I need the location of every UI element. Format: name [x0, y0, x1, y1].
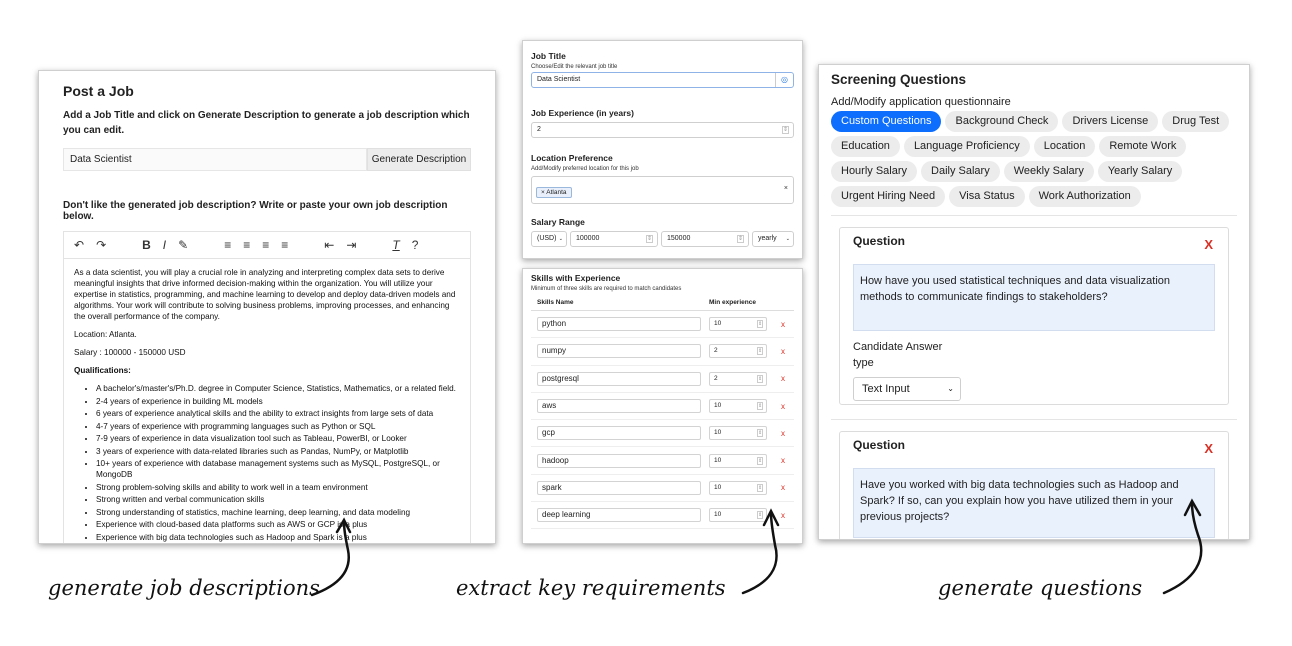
list-item: • A bachelor's/master's/Ph.D. degree in Computer Science, Statistics, Mathematics, or a related field. [96, 383, 460, 394]
skill-name-input[interactable]: deep learning [537, 508, 701, 522]
skills-hint: Minimum of three skills are required to match candidates [531, 286, 682, 292]
caption-generate-questions: generate questions [938, 576, 1143, 600]
caption-generate-descriptions: generate job descriptions [48, 576, 320, 600]
outdent-icon[interactable]: ⇤ [324, 238, 335, 252]
stepper-icon[interactable]: ⇕ [758, 430, 763, 437]
tag-language-proficiency[interactable]: Language Proficiency [904, 136, 1030, 157]
skills-panel [522, 268, 803, 544]
redo-icon[interactable]: ↷ [96, 238, 107, 252]
skill-exp-value: 10 [714, 511, 722, 519]
location-label: Location Preference [531, 153, 613, 163]
list-item: • 2-4 years of experience in building ML models [96, 396, 460, 407]
list-item: • Strong understanding of statistics, machine learning, deep learning, and data modeling [96, 507, 460, 518]
qualifications-heading: Qualifications: [74, 366, 131, 375]
skill-name-input[interactable]: numpy [537, 344, 701, 358]
clear-icon[interactable]: × [783, 185, 788, 192]
skill-exp-input[interactable] [709, 317, 767, 331]
delete-icon[interactable]: x [781, 510, 785, 520]
skill-name-input[interactable]: spark [537, 481, 701, 495]
chevron-down-icon: ⌄ [785, 236, 790, 242]
delete-question-icon[interactable]: X [1204, 237, 1213, 252]
post-job-title: Post a Job [63, 83, 134, 99]
editor-body[interactable] [64, 259, 470, 543]
chevron-down-icon: ⌄ [947, 384, 954, 393]
salary-max-value: 150000 [667, 235, 691, 242]
tag-hourly-salary[interactable]: Hourly Salary [831, 161, 917, 182]
skill-name-input[interactable]: python [537, 317, 701, 331]
italic-icon[interactable]: I [162, 238, 167, 252]
arrow-icon [1158, 495, 1228, 600]
tag-custom-questions[interactable]: Custom Questions [831, 111, 941, 132]
tag-education[interactable]: Education [831, 136, 900, 157]
stepper-icon[interactable]: ⇕ [758, 348, 763, 355]
delete-icon[interactable]: x [781, 346, 785, 356]
answer-type-label: Candidate Answer type [853, 341, 943, 369]
job-title-row [63, 148, 471, 171]
help-icon[interactable]: ? [411, 238, 419, 252]
tag-location[interactable]: Location [1034, 136, 1096, 157]
list-item: • 6 years of experience analytical skills and the ability to extract insights from large sets of data [96, 408, 460, 419]
stepper-icon[interactable]: ⇕ [758, 484, 763, 491]
skill-exp-value: 2 [714, 347, 718, 355]
table-row [531, 475, 794, 502]
editor-toolbar [64, 232, 470, 259]
highlight-icon[interactable]: ✎ [178, 238, 189, 252]
delete-icon[interactable]: x [781, 401, 785, 411]
screening-subtitle: Add/Modify application questionnaire [831, 96, 1011, 108]
delete-icon[interactable]: x [781, 428, 785, 438]
skill-exp-value: 10 [714, 402, 722, 410]
col-skill-name: Skills Name [537, 299, 574, 306]
skill-exp-input[interactable] [709, 454, 767, 468]
indent-icon[interactable]: ⇥ [346, 238, 357, 252]
align-justify-icon[interactable]: ≡ [281, 238, 289, 252]
skill-name-input[interactable]: gcp [537, 426, 701, 440]
skill-name-input[interactable]: hadoop [537, 454, 701, 468]
salary-line: Salary : 100000 - 150000 USD [74, 348, 186, 357]
delete-icon[interactable]: x [781, 483, 785, 493]
align-right-icon[interactable]: ≡ [262, 238, 270, 252]
delete-question-icon[interactable]: X [1204, 441, 1213, 456]
list-item: • 3 years of experience with data-related libraries such as Pandas, NumPy, or Matplotlib [96, 446, 460, 457]
location-chip-label: Atlanta [546, 189, 567, 196]
tag-yearly-salary[interactable]: Yearly Salary [1098, 161, 1182, 182]
list-item: • Experience with big data technologies such as Hadoop and Spark is a plus [96, 532, 460, 543]
location-line: Location: Atlanta. [74, 330, 137, 339]
align-left-icon[interactable]: ≡ [224, 238, 232, 252]
stepper-icon[interactable]: ⇕ [758, 457, 763, 464]
tag-remote-work[interactable]: Remote Work [1099, 136, 1186, 157]
skills-table [531, 311, 794, 529]
currency-select[interactable] [531, 231, 567, 247]
caption-extract-requirements: extract key requirements [456, 576, 726, 600]
target-icon[interactable]: ◎ [775, 73, 793, 87]
table-row [531, 393, 794, 420]
skills-table-header [531, 292, 794, 311]
delete-icon[interactable]: x [781, 374, 785, 384]
table-row [531, 338, 794, 365]
skill-name-input[interactable]: postgresql [537, 372, 701, 386]
stepper-icon[interactable]: ⇕ [738, 236, 744, 242]
stepper-icon[interactable]: ⇕ [758, 512, 763, 519]
question-label: Question [853, 438, 906, 452]
divider [831, 419, 1237, 420]
question-textarea[interactable]: How have you used statistical techniques and data visualization methods to communicate findings to stakeholders? [853, 264, 1215, 331]
chevron-down-icon: ⌄ [558, 236, 563, 242]
skill-exp-value: 10 [714, 483, 722, 491]
bold-icon[interactable]: B [142, 238, 151, 252]
table-row [531, 311, 794, 338]
tag-daily-salary[interactable]: Daily Salary [921, 161, 1000, 182]
list-item: • Strong written and verbal communication skills [96, 494, 460, 505]
location-chip[interactable] [536, 187, 572, 198]
question-textarea[interactable]: Have you worked with big data technologies such as Hadoop and Spark? If so, can you explain how you have utilized them in your previous projects? [853, 468, 1215, 538]
undo-icon[interactable]: ↶ [74, 238, 85, 252]
align-center-icon[interactable]: ≡ [243, 238, 251, 252]
skill-exp-value: 10 [714, 456, 722, 464]
screening-title: Screening Questions [831, 72, 967, 87]
salary-min-value: 100000 [576, 235, 600, 242]
question-category-tags [831, 111, 1237, 207]
stepper-icon[interactable]: ⇕ [758, 403, 763, 410]
table-row [531, 366, 794, 393]
period-value: yearly [758, 235, 777, 242]
chip-remove-icon[interactable]: × [541, 189, 547, 196]
generate-description-button[interactable]: Generate Description [367, 148, 471, 171]
salary-max-field[interactable] [661, 231, 749, 247]
arrow-icon [735, 505, 805, 600]
table-row [531, 420, 794, 447]
job-title-field[interactable] [531, 72, 794, 88]
salary-min-field[interactable] [570, 231, 658, 247]
delete-icon[interactable]: x [781, 456, 785, 466]
post-job-description: Add a Job Title and click on Generate Description to generate a job description which you can edit. [63, 110, 470, 136]
stepper-icon[interactable]: ⇕ [758, 375, 763, 382]
period-select[interactable] [752, 231, 794, 247]
table-row [531, 447, 794, 474]
tag-drug-test[interactable]: Drug Test [1162, 111, 1229, 132]
col-min-experience: Min experience [709, 299, 756, 306]
salary-label: Salary Range [531, 217, 585, 227]
skill-exp-input[interactable] [709, 481, 767, 495]
list-item: • Experience with cloud-based data platforms such as AWS or GCP is a plus [96, 519, 460, 530]
experience-value: 2 [537, 126, 541, 133]
list-item: • 7-9 years of experience in data visualization tool such as Tableau, PowerBI, or Looker [96, 433, 460, 444]
divider [831, 215, 1237, 216]
location-field[interactable] [531, 176, 794, 204]
skill-exp-input[interactable] [709, 399, 767, 413]
location-hint: Add/Modify preferred location for this job [531, 166, 639, 172]
skill-exp-value: 2 [714, 374, 718, 382]
list-item: • 10+ years of experience with database management systems such as MySQL, PostgreSQL, or MongoDB [96, 458, 460, 480]
tag-visa-status[interactable]: Visa Status [949, 186, 1024, 207]
answer-type-select[interactable] [853, 377, 961, 401]
qualifications-list [96, 383, 460, 543]
list-item: • Strong problem-solving skills and ability to work well in a team environment [96, 482, 460, 493]
screening-panel [818, 64, 1250, 540]
description-editor[interactable] [63, 231, 471, 544]
job-title-hint: Choose/Edit the relevant job title [531, 64, 618, 70]
skills-label: Skills with Experience [531, 273, 621, 283]
skill-exp-value: 10 [714, 320, 722, 328]
stepper-icon[interactable]: ⇕ [758, 321, 763, 328]
question-label: Question [853, 234, 906, 248]
experience-field[interactable] [531, 122, 794, 138]
description-paragraph: As a data scientist, you will play a crucial role in analyzing and interpreting complex data sets to derive meaningful insights that drive informed decision-making within the organization. You will utilize your expertise in statistics, programming, and machine learning to develop and deploy data-driven models and algorithms. Your work will contribute to solving business problems, improving processes, and enhancing the overall performance of the company. [74, 268, 456, 321]
currency-value: (USD) [537, 235, 557, 242]
tag-drivers-license[interactable]: Drivers License [1062, 111, 1158, 132]
arrow-icon [300, 510, 370, 605]
post-job-panel [38, 70, 496, 544]
tag-background-check[interactable]: Background Check [945, 111, 1058, 132]
clear-format-icon[interactable]: T [392, 238, 400, 252]
skill-name-input[interactable]: aws [537, 399, 701, 413]
list-item: • 4-7 years of experience with programming languages such as Python or SQL [96, 421, 460, 432]
job-title-input[interactable]: Data Scientist [63, 148, 367, 171]
custom-description-prompt: Don't like the generated job description? Write or paste your own job description below. [63, 200, 448, 222]
stepper-icon[interactable]: ⇕ [783, 127, 789, 133]
stepper-icon[interactable]: ⇕ [647, 236, 653, 242]
delete-icon[interactable]: x [781, 319, 785, 329]
job-title-label: Job Title [531, 51, 566, 61]
tag-weekly-salary[interactable]: Weekly Salary [1004, 161, 1094, 182]
experience-label: Job Experience (in years) [531, 108, 634, 118]
question-card [839, 227, 1229, 405]
job-details-panel [522, 40, 803, 259]
tag-urgent-hiring-need[interactable]: Urgent Hiring Need [831, 186, 945, 207]
answer-type-value: Text Input [862, 383, 910, 395]
skill-exp-value: 10 [714, 429, 722, 437]
tag-work-authorization[interactable]: Work Authorization [1029, 186, 1141, 207]
salary-row [531, 231, 794, 247]
skill-exp-input[interactable] [709, 426, 767, 440]
job-title-value: Data Scientist [537, 76, 581, 83]
skill-exp-input[interactable] [709, 344, 767, 358]
skill-exp-input[interactable] [709, 372, 767, 386]
